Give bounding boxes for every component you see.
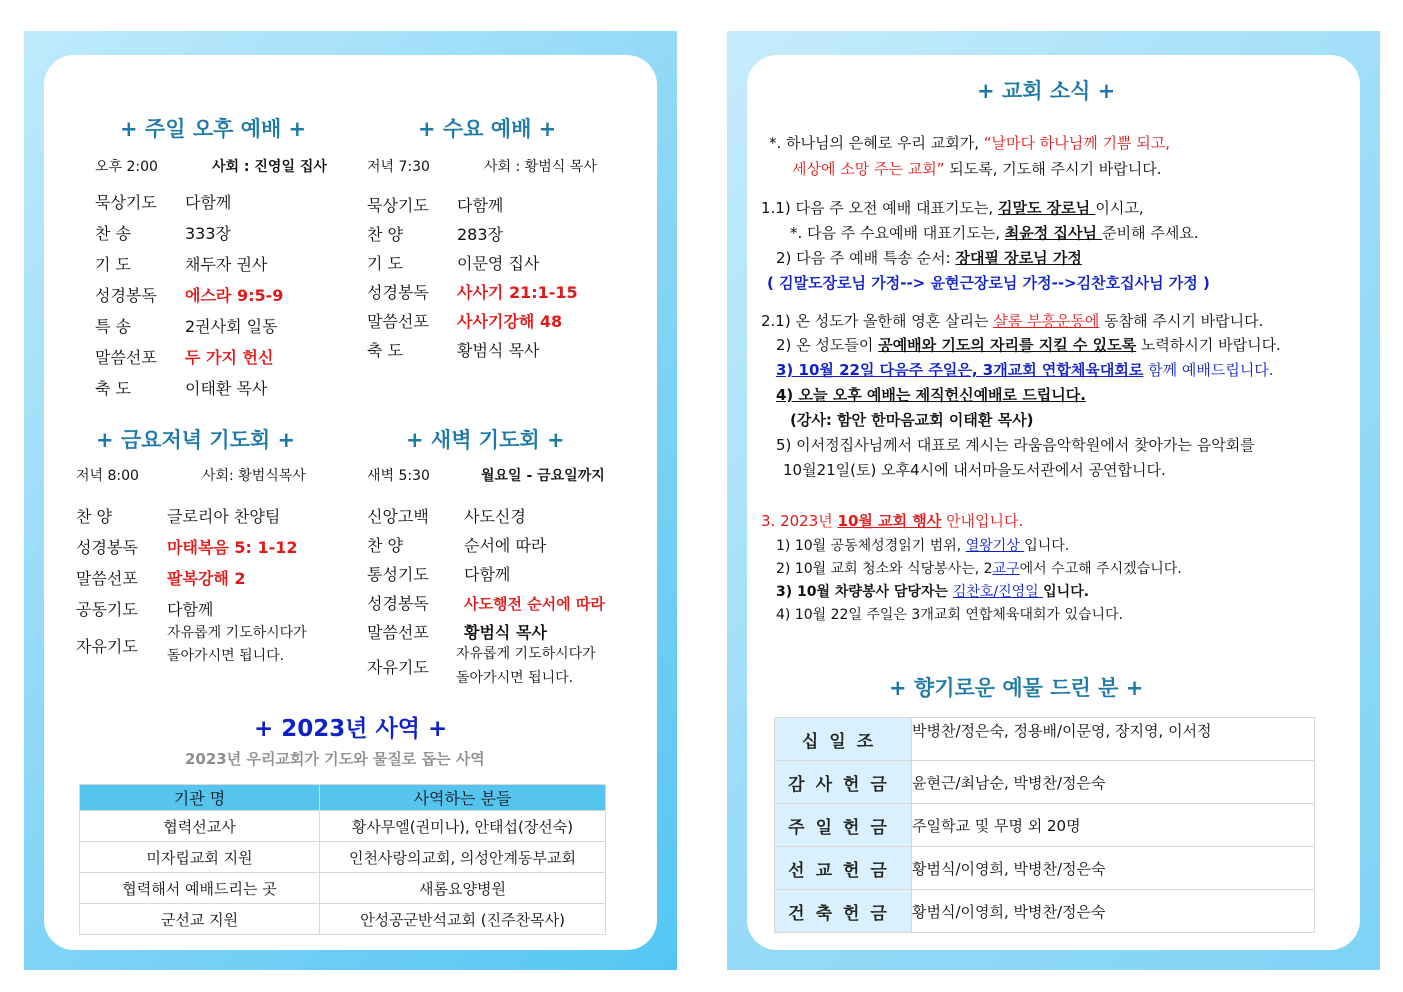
program-row: 특 송 2권사회 일동 (95, 317, 278, 336)
program-row: 묵상기도 다함께 (95, 193, 232, 212)
sunday-pm-title: + 주일 오후 예배 + (120, 117, 307, 141)
dawn-time: 새벽 5:30 (367, 468, 430, 484)
offering-names: 박병찬/정은숙, 정용배/이문영, 장지영, 이서정 (912, 718, 1315, 761)
offering-names: 황범식/이영희, 박병찬/정은숙 (912, 890, 1315, 933)
dawn-leader: 월요일 - 금요일까지 (481, 468, 605, 484)
table-row (80, 842, 606, 873)
news-item-2-5b: 10월21일(토) 오후4시에 내서마을도서관에서 공연합니다. (783, 461, 1166, 479)
news-intro-line1: *. 하나님의 은혜로 우리 교회가, “날마다 하나님께 기쁨 되고, (769, 134, 1170, 152)
sunday-pm-leader: 사회 : 진영일 집사 (212, 159, 327, 175)
news-item-3-1: 1) 10월 공동체성경읽기 범위, 열왕기상 입니다. (776, 538, 1070, 554)
table-row (775, 718, 1315, 761)
offering-label: 선교헌금 (775, 847, 912, 890)
table-row (775, 890, 1315, 933)
table-cell: 새롬요양병원 (320, 873, 606, 904)
news-item-2-5: 5) 이서정집사님께서 대표로 계시는 라움음악학원에서 찾아가는 음악회를 (776, 436, 1255, 454)
news-item-3-3: 3) 10월 차량봉사 담당자는 김찬호/진영일 입니다. (776, 584, 1090, 600)
table-header-cell: 사역하는 분들 (320, 785, 606, 811)
offering-names: 윤현근/최남순, 박병찬/정은숙 (912, 761, 1315, 804)
table-row (775, 804, 1315, 847)
program-row: 묵상기도 다함께 (367, 196, 504, 215)
program-row: 성경봉독 에스라 9:5-9 (95, 286, 284, 305)
program-row: 자유기도 (76, 637, 138, 656)
offering-title: + 향기로운 예물 드린 분 + (889, 676, 1144, 700)
table-cell: 황사무엘(권미나), 안태섭(장선숙) (320, 811, 606, 842)
left-panel (24, 31, 677, 970)
table-row (775, 761, 1315, 804)
news-item-2-4b: (강사: 함안 한마음교회 이태환 목사) (790, 411, 1034, 429)
program-row: 공동기도 다함께 (76, 600, 214, 619)
news-item-3: 3. 2023년 10월 교회 행사 안내입니다. (761, 512, 1024, 530)
table-row (775, 847, 1315, 890)
table-row (80, 873, 606, 904)
program-row: 성경봉독 마태복음 5: 1-12 (76, 538, 298, 557)
offering-label: 감사헌금 (775, 761, 912, 804)
wednesday-leader: 사회 : 황범식 목사 (484, 159, 597, 175)
offering-names: 황범식/이영희, 박병찬/정은숙 (912, 847, 1315, 890)
dawn-free-prayer-text: 자유롭게 기도하시다가 돌아가시면 됩니다. (456, 646, 596, 686)
news-intro-line2: 세상에 소망 주는 교회” 되도록, 기도해 주시기 바랍니다. (792, 160, 1162, 178)
program-row: 성경봉독 사도행전 순서에 따라 (367, 594, 605, 613)
ministry-title: + 2023년 사역 + (254, 716, 448, 742)
sunday-pm-time: 오후 2:00 (95, 159, 158, 175)
left-card (44, 55, 657, 950)
friday-leader: 사회: 황범식목사 (202, 468, 306, 484)
ministry-table (79, 784, 606, 935)
table-row (80, 811, 606, 842)
news-item-1-3: ( 김말도장로님 가정--> 윤현근장로님 가정-->김찬호집사님 가정 ) (767, 274, 1210, 292)
program-row: 말씀선포 팔복강해 2 (76, 569, 246, 588)
table-cell: 인천사랑의교회, 의성안계동부교회 (320, 842, 606, 873)
wednesday-title: + 수요 예배 + (418, 117, 557, 141)
program-row: 자유기도 (367, 658, 429, 677)
ministry-subtitle: 2023년 우리교회가 기도와 물질로 돕는 사역 (185, 750, 485, 768)
dawn-title: + 새벽 기도회 + (406, 428, 565, 452)
right-card (747, 55, 1360, 950)
program-row: 축 도 이태환 목사 (95, 379, 268, 398)
program-row: 통성기도 다함께 (367, 565, 511, 584)
program-row: 말씀선포 두 가지 헌신 (95, 348, 274, 367)
table-cell: 협력선교사 (80, 811, 320, 842)
news-item-2-4: 4) 오늘 오후 예배는 제직헌신예배로 드립니다. (776, 386, 1086, 404)
news-item-1-2: 2) 다음 주 예배 특송 순서: 장대필 장로님 가정 (776, 249, 1082, 267)
table-header-row (80, 785, 606, 811)
offering-label: 십일조 (775, 718, 912, 761)
program-row: 기 도 이문영 집사 (367, 254, 540, 273)
program-row: 말씀선포 황범식 목사 (367, 623, 547, 642)
news-item-2-3: 3) 10월 22일 다음주 주일은, 3개교회 연합체육대회로 함께 예배드립니다. (776, 361, 1274, 379)
table-cell: 군선교 지원 (80, 904, 320, 935)
table-header-cell: 기관 명 (80, 785, 320, 811)
program-row: 축 도 황범식 목사 (367, 341, 540, 360)
friday-time: 저녁 8:00 (76, 468, 139, 484)
friday-free-prayer-text: 자유롭게 기도하시다가 돌아가시면 됩니다. (167, 625, 307, 664)
offering-names: 주일학교 및 무명 외 20명 (912, 804, 1315, 847)
table-cell: 협력해서 예배드리는 곳 (80, 873, 320, 904)
news-item-1-1b: *. 다음 주 수요예배 대표기도는, 최윤정 집사님 준비해 주세요. (790, 224, 1199, 242)
table-row (80, 904, 606, 935)
program-row: 기 도 채두자 권사 (95, 255, 268, 274)
program-row: 찬 양 글로리아 찬양팀 (76, 507, 281, 526)
table-cell: 미자립교회 지원 (80, 842, 320, 873)
news-title: + 교회 소식 + (977, 79, 1116, 103)
news-item-2-1: 2.1) 온 성도가 올한해 영혼 살리는 샬롬 부흥운동에 동참해 주시기 바랍니다. (761, 312, 1264, 330)
program-row: 찬 송 333장 (95, 224, 231, 243)
program-row: 말씀선포 사사기강해 48 (367, 312, 563, 331)
offering-table (774, 717, 1315, 933)
program-row: 찬 양 순서에 따라 (367, 536, 547, 555)
table-cell: 안성공군반석교회 (진주찬목사) (320, 904, 606, 935)
offering-label: 건축헌금 (775, 890, 912, 933)
right-panel (727, 31, 1380, 970)
wednesday-time: 저녁 7:30 (367, 159, 430, 175)
program-row: 성경봉독 사사기 21:1-15 (367, 283, 578, 302)
news-item-2-2: 2) 온 성도들이 공예배와 기도의 자리를 지킬 수 있도록 노력하시기 바랍니다. (776, 336, 1281, 354)
news-item-3-4: 4) 10월 22일 주일은 3개교회 연합체육대회가 있습니다. (776, 607, 1124, 623)
news-item-1-1: 1.1) 다음 주 오전 예배 대표기도는, 김말도 장로님 이시고, (761, 199, 1144, 217)
program-row: 찬 양 283장 (367, 225, 503, 244)
friday-title: + 금요저녁 기도회 + (96, 428, 296, 452)
offering-label: 주일헌금 (775, 804, 912, 847)
news-item-3-2: 2) 10월 교회 청소와 식당봉사는, 2교구에서 수고해 주시겠습니다. (776, 561, 1182, 577)
program-row: 신앙고백 사도신경 (367, 507, 526, 526)
